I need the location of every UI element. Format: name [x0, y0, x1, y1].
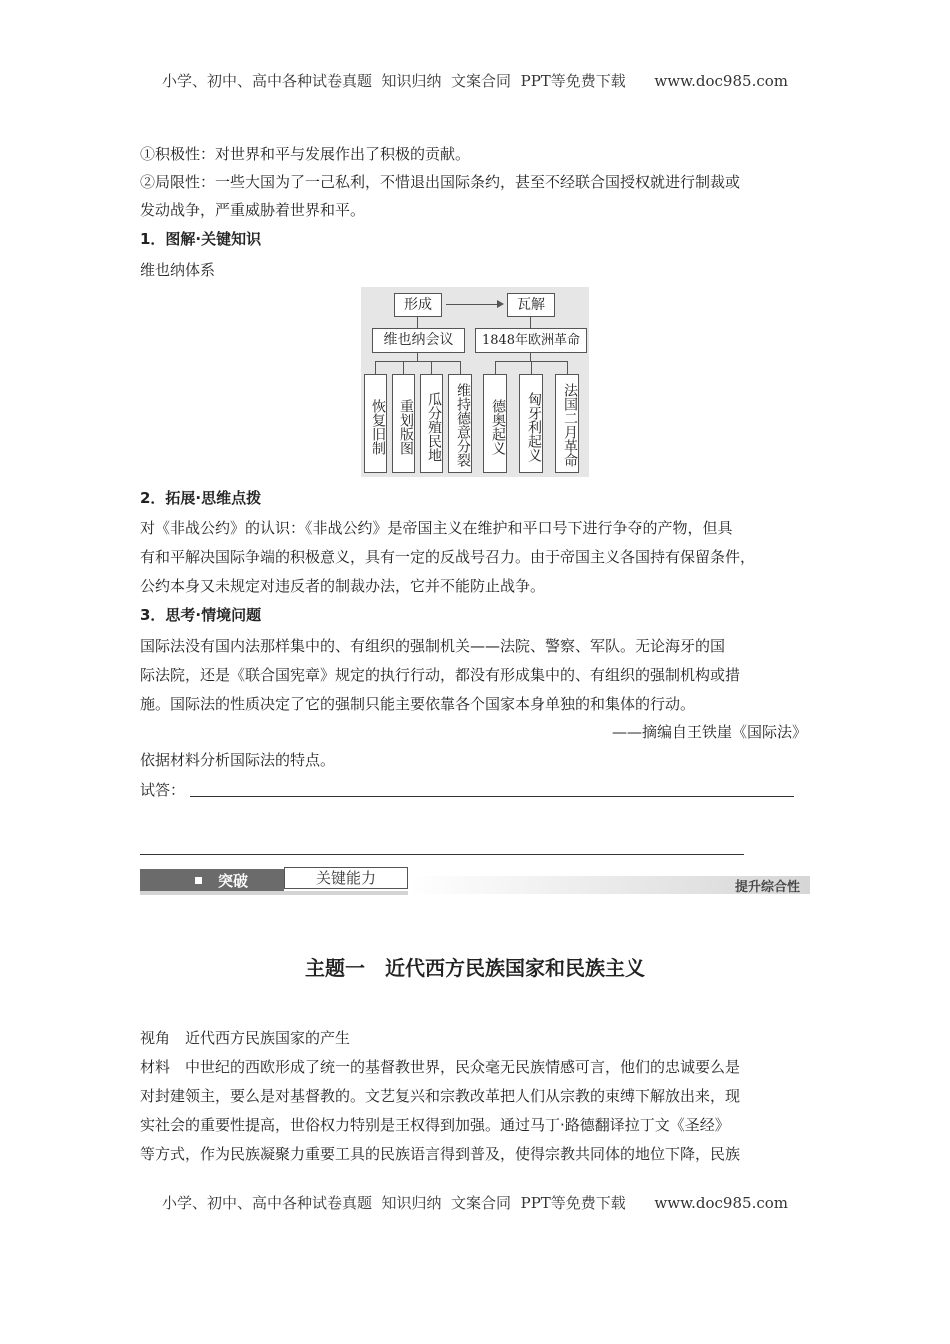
intro-line-3: 发动战争，严重威胁着世界和平。 [140, 201, 366, 219]
section-banner [140, 866, 810, 896]
connector [531, 361, 532, 374]
connector [375, 361, 376, 374]
material-line-3: 实社会的重要性提高，世俗权力特别是王权得到加强。通过马丁·路德翻译拉丁文《圣经》 [140, 1116, 730, 1134]
banner-strip [140, 891, 408, 895]
section-3-line-2: 际法院，还是《联合国宪章》规定的执行行动，都没有形成集中的、有组织的强制机构或措 [140, 666, 741, 684]
section-3-line-3: 施。国际法的性质决定了它的强制只能主要依靠各个国家本身单独的和集体的行动。 [140, 695, 696, 713]
section-1-subtitle: 维也纳体系 [140, 261, 216, 279]
banner-left [140, 869, 284, 891]
connector [417, 317, 418, 328]
revolution-item: 匈牙利起义 [519, 374, 543, 473]
congress-of-vienna-box: 维也纳会议 [372, 328, 465, 353]
section-3-heading: 3．思考·情境问题 [140, 606, 262, 624]
connector [431, 361, 432, 374]
page-footer: 小学、初中、高中各种试卷真题 知识归纳 文案合同 PPT等免费下载 www.doc985.com [161, 1194, 788, 1212]
connector [567, 361, 568, 374]
outcome-item: 维持德意分裂 [448, 374, 472, 473]
banner-right-label: 提升综合性 [734, 880, 800, 895]
connector [460, 361, 461, 374]
answer-line-1[interactable] [190, 796, 794, 797]
section-2-heading: 2．拓展·思维点拨 [140, 489, 262, 507]
section-3-line-1: 国际法没有国内法那样集中的、有组织的强制机关——法院、警察、军队。无论海牙的国 [140, 637, 726, 655]
material-line-2: 对封建领主，要么是对基督教的。文艺复兴和宗教改革把人们从宗教的束缚下解放出来，现 [140, 1087, 741, 1105]
connector [495, 361, 496, 374]
connector [530, 353, 531, 361]
answer-line-2[interactable] [140, 854, 744, 855]
answer-label: 试答： [140, 781, 186, 799]
arrow-line [446, 304, 500, 305]
formation-box: 形成 [394, 293, 442, 317]
revolution-1848-box: 1848年欧洲革命 [475, 328, 587, 353]
arrow-head-icon [497, 300, 504, 308]
revolution-item: 法国二月革命 [555, 374, 579, 473]
material-line-4: 等方式，作为民族凝聚力重要工具的民族语言得到普及，使得宗教共同体的地位下降，民族 [140, 1145, 741, 1163]
outcome-item: 重划版图 [392, 374, 415, 473]
question-text: 依据材料分析国际法的特点。 [140, 751, 336, 769]
collapse-box: 瓦解 [507, 293, 555, 317]
material-line-1: 材料 中世纪的西欧形成了统一的基督教世界，民众毫无民族情感可言，他们的忠诚要么是 [140, 1058, 741, 1076]
connector [417, 353, 418, 361]
section-2-line-2: 有和平解决国际争端的积极意义，具有一定的反战号召力。由于帝国主义各国持有保留条件， [140, 548, 756, 566]
quote-source: ——摘编自王铁崖《国际法》 [611, 723, 807, 741]
page-header: 小学、初中、高中各种试卷真题 知识归纳 文案合同 PPT等免费下载 www.doc985.com [161, 72, 788, 90]
section-1-heading: 1．图解·关键知识 [140, 230, 262, 248]
vienna-system-diagram [361, 287, 589, 477]
outcome-item: 瓜分殖民地 [420, 374, 443, 473]
section-2-line-3: 公约本身又未规定对违反者的制裁办法，它并不能防止战争。 [140, 577, 546, 595]
intro-line-2: ②局限性：一些大国为了一己私利，不惜退出国际条约，甚至不经联合国授权就进行制裁或 [140, 173, 741, 191]
banner-middle-label: 关键能力 [284, 867, 408, 889]
section-2-line-1: 对《非战公约》的认识：《非战公约》是帝国主义在维护和平口号下进行争夺的产物，但具 [140, 519, 733, 537]
square-bullet-icon [195, 877, 202, 884]
revolution-item: 德奥起义 [483, 374, 507, 473]
branch-line [375, 361, 460, 362]
connector [530, 317, 531, 328]
outcome-item: 恢复旧制 [364, 374, 387, 473]
intro-line-1: ①积极性：对世界和平与发展作出了积极的贡献。 [140, 145, 471, 163]
banner-left-label: 突破 [218, 872, 249, 890]
connector [403, 361, 404, 374]
topic-angle: 视角 近代西方民族国家的产生 [140, 1029, 351, 1047]
topic-title: 主题一 近代西方民族国家和民族主义 [305, 956, 645, 980]
